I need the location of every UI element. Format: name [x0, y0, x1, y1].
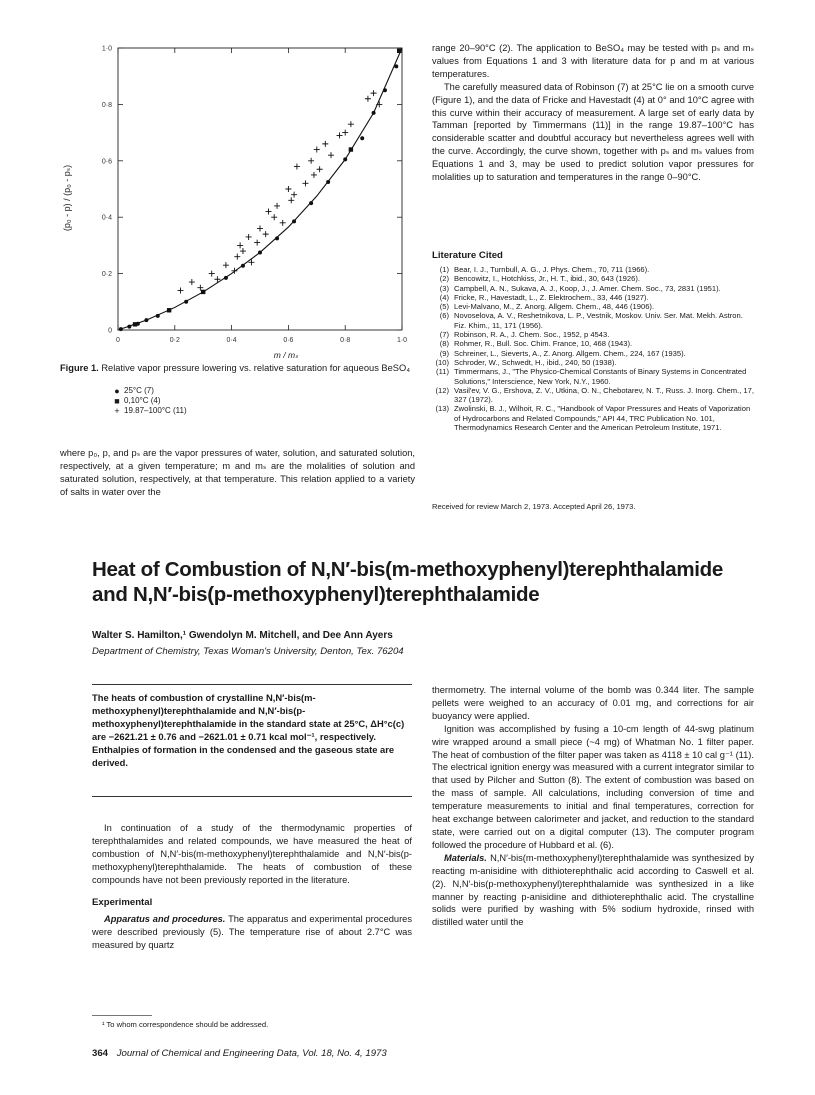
data-point-plus [317, 166, 323, 172]
data-point-plus [371, 90, 377, 96]
legend-item-25c [110, 386, 330, 396]
data-point-square [167, 308, 171, 312]
x-tick-label: 0·6 [283, 337, 294, 344]
fitted-curve [118, 48, 402, 330]
page-footer [92, 1048, 692, 1059]
data-point-plus [266, 209, 272, 215]
reference-text: Schroder, W., Schwedt, H., ibid., 240, 50 (1938). [454, 357, 617, 367]
data-point-circle [292, 219, 296, 223]
reference-text: Bencowitz, I., Hotchkiss, Jr., H. T., ibid., 30, 643 (1926). [454, 274, 640, 284]
square-marker-icon: ■ [114, 396, 120, 406]
reference-item [432, 404, 754, 432]
reference-item [432, 302, 754, 311]
data-point-circle [224, 276, 228, 280]
reference-text: Campbell, A. N., Sukava, A. J., Koop, J., J. Amer. Chem. Soc., 73, 2831 (1951). [454, 283, 721, 293]
materials-text: N,N′-bis(m-methoxyphenyl)terephthalamide was synthesized by reacting m-anisidine with dithioterephthalic acid according to Caswell et al. (2). N,N′-bis(p-methoxyphenyl)terephthalamide was synthesized in a like manner by reacting p-anisidine and dithioterephthalic acid. The crystalline solids were purified by washing with 5% sodium hydroxide, rinsed with distilled water until the [432, 852, 754, 928]
data-point-plus [348, 121, 354, 127]
y-tick-label: 0·8 [101, 101, 112, 109]
caption-label: Figure 1. [60, 363, 99, 373]
reference-text: Levi-Malvano, M., Z. Anorg. Allgem. Chem., 48, 446 (1906). [454, 302, 655, 312]
reference-item [432, 330, 754, 339]
reference-text: Rohmer, R., Bull. Soc. Chim. France, 10, 468 (1943). [454, 339, 633, 349]
caption-text: Relative vapor pressure lowering vs. relative saturation for aqueous BeSO₄ [101, 363, 411, 373]
reference-number: (4) [439, 292, 449, 302]
reference-number: (10) [435, 357, 449, 367]
apparatus-text: The apparatus and experimental procedures were described previously (5). The temperature rise of about 2.7°C was measured by quartz [92, 914, 413, 951]
abstract-top-rule [92, 684, 412, 685]
paragraph: thermometry. The internal volume of the bomb was 0.344 liter. The sample pellets were weighed to an accuracy of 0.01 mg, and corrections for air buoyancy were applied. [432, 685, 754, 721]
data-point-circle [394, 64, 398, 68]
legend-label: 25°C (7) [124, 386, 154, 395]
reference-text: Schreiner, L., Sieverts, A., Z. Anorg. Allgem. Chem., 224, 167 (1935). [454, 348, 686, 358]
reference-number: (8) [439, 339, 449, 349]
data-point-plus [280, 220, 286, 226]
reference-item [432, 293, 754, 302]
data-point-plus [376, 101, 382, 107]
figure-legend [110, 386, 330, 416]
reference-text: Fricke, R., Havestadt, L., Z. Elektrochem., 33, 446 (1927). [454, 292, 649, 302]
reference-number: (12) [435, 385, 449, 395]
y-tick-label: 0 [108, 327, 112, 335]
data-point-plus [311, 172, 317, 178]
footnote-rule [92, 1015, 152, 1016]
data-point-square [397, 49, 401, 53]
apparatus-heading: Apparatus and procedures. [104, 914, 226, 925]
data-point-plus [234, 254, 240, 260]
data-point-plus [263, 231, 269, 237]
affiliation: Department of Chemistry, Texas Woman's University, Denton, Tex. 76204 [92, 646, 404, 657]
paragraph: The carefully measured data of Robinson (7) at 25°C lie on a smooth curve (Figure 1), and the data of Fricke and Havestadt (4) at 0° and 10°C agree with this curve within their accuracy of measurement. A large set of early data by Tamman [reported by Timmermans (11)] in the range 19.87–100°C has considerable scatter and doubtful accuracy but nevertheless agrees well with the curve. Accordingly, the curve shown, together with pₛ and mₛ values from Equations 1 and 3, may be used to predict solution vapor pressures for molalities up to saturation and temperatures in the range 0–90°C. [432, 81, 754, 183]
data-point-circle [184, 300, 188, 304]
intro-paragraph: In continuation of a study of the thermodynamic properties of terephthalamides and related compounds, we have measured the heat of combustion of N,N′-bis(m-methoxyphenyl)terephthalamide and N,N′-bis(p-methoxyphenyl)terephthalamide. The heats of combustion of these compounds have not been previously reported in the literature. [92, 823, 412, 885]
data-point-plus [308, 158, 314, 164]
data-point-plus [246, 234, 252, 240]
y-axis-label: (p₀ - p) / (p₀ - pₛ) [62, 164, 72, 232]
data-point-plus [274, 203, 280, 209]
reference-item [432, 311, 754, 330]
data-point-plus [271, 214, 277, 220]
materials-heading: Materials. [444, 852, 487, 863]
x-tick-label: 0 [116, 337, 120, 344]
data-point-circle [275, 236, 279, 240]
article-right-column [432, 684, 754, 929]
reference-number: (7) [439, 330, 449, 340]
y-tick-label: 0·2 [101, 271, 112, 279]
reference-number: (2) [439, 274, 449, 284]
data-point-plus [337, 132, 343, 138]
title-line-2: and N,N′-bis(p-methoxyphenyl)terephthalamide [92, 583, 540, 606]
x-tick-label: 1·0 [396, 337, 408, 344]
reference-text: Novoselova, A. V., Reshetnikova, L. P., Vestnik, Moskov. Univ. Ser. Mat. Mekh. Astron. Fiz. Khim., 11, 171 (1956). [454, 311, 743, 330]
data-point-circle [144, 318, 148, 322]
reference-text: Vasil'ev, V. G., Ershova, Z. V., Utkina, O. N., Chebotarev, N. T., Russ. J. Inorg. Chem., 17, 327 (1972). [454, 385, 754, 405]
x-tick-label: 0·8 [340, 337, 351, 344]
reference-number: (9) [439, 348, 449, 358]
data-point-plus [254, 240, 260, 246]
title-line-1: Heat of Combustion of N,N′-bis(m-methoxyphenyl)terephthalamide [92, 558, 723, 581]
data-point-plus [365, 96, 371, 102]
data-point-circle [372, 111, 376, 115]
reference-item [432, 284, 754, 293]
reference-number: (6) [439, 311, 449, 321]
legend-item-tamman [110, 406, 330, 416]
legend-item-0-10c [110, 396, 330, 406]
data-point-plus [237, 242, 243, 248]
y-tick-label: 1·0 [101, 45, 112, 53]
page-number: 364 [92, 1048, 109, 1059]
reference-number: (13) [435, 404, 449, 414]
plot-frame [118, 48, 402, 330]
abstract: The heats of combustion of crystalline N,N′-bis(m-methoxyphenyl)terephthalamide and N,N′-bis(p-methoxyphenyl)terephthalamide in the standard state at 25°C, ΔH°c(c) are −2621.21 ± 0.76 and −2621.01 ± 0.71 kcal mol⁻¹, respectively. Enthalpies of formation in the condensed and the gaseous state are derived. [92, 692, 405, 768]
data-point-square [349, 147, 353, 151]
figure-1-chart [60, 30, 420, 365]
data-point-plus [342, 130, 348, 136]
data-point-plus [189, 279, 195, 285]
reference-item [432, 274, 754, 283]
data-point-plus [322, 141, 328, 147]
abstract-bottom-rule [92, 796, 412, 797]
reference-number: (1) [439, 265, 449, 274]
article-title [92, 557, 782, 607]
data-point-circle [343, 157, 347, 161]
x-axis-label: m / mₛ [273, 350, 299, 360]
paragraph: where p₀, p, and pₛ are the vapor pressures of water, solution, and saturated solution, respectively, at a given temperature; m and mₛ are the molalities of solution and saturated solution, respectively, at that temperature. This relation applied to a variety of salts in water over the [60, 448, 415, 497]
data-point-circle [309, 201, 313, 205]
data-point-circle [383, 88, 387, 92]
legend-label: 0,10°C (4) [124, 396, 161, 405]
paragraph: range 20–90°C (2). The application to BeSO₄ may be tested with pₛ and mₛ values from Equations 1 and 3 with literature data for p and m at various temperatures. [432, 43, 754, 79]
reference-text: Robinson, R. A., J. Chem. Soc., 1952, p 4543. [454, 330, 610, 340]
reference-item [432, 367, 754, 386]
data-point-plus [223, 262, 229, 268]
data-point-square [133, 322, 137, 326]
data-point-circle [156, 314, 160, 318]
reference-item [432, 386, 754, 405]
data-point-circle [360, 136, 364, 140]
reference-item [432, 265, 754, 274]
data-point-circle [326, 180, 330, 184]
received-note: Received for review March 2, 1973. Accepted April 26, 1973. [432, 502, 636, 511]
data-point-plus [240, 248, 246, 254]
footnote: ¹ To whom correspondence should be addressed. [102, 1020, 269, 1029]
reference-item [432, 349, 754, 358]
data-point-plus [302, 180, 308, 186]
data-point-circle [119, 327, 123, 331]
reference-text: Bear, I. J., Turnbull, A. G., J. Phys. Chem., 70, 711 (1966). [454, 265, 650, 274]
authors: Walter S. Hamilton,¹ Gwendolyn M. Mitchell, and Dee Ann Ayers [92, 630, 393, 641]
reference-text: Zwolinski, B. J., Wilhoit, R. C., "Handbook of Vapor Pressures and Heats of Vaporization of Hydrocarbons and Related Compounds," API 44, TRC Publication No. 101, Thermodynamics Research Center and the American Petroleum Institute, 1971. [454, 404, 751, 433]
literature-cited-section [432, 250, 754, 432]
right-column-top [432, 42, 754, 184]
paragraph: Ignition was accomplished by fusing a 10-cm length of 44-swg platinum wire wrapped around a small piece (~4 mg) of Whatman No. 1 filter paper. The heat of combustion of the filter paper was taken as 4118 ± 10 cal g⁻¹ (11). The electrical ignition energy was measured with a current integrator similar to that used by Pilcher and Sutton (8). The extent of combustion was based on the mass of sample. All calculations, including conversion of time and temperature measurements to initial and final temperatures, correction for heat exchange between calorimeter and jacket, and reduction to the standard state, were carried out on a digital computer (13). The computer program followed the procedure of Hubbard et al. (6). [432, 723, 754, 850]
data-point-plus [257, 225, 263, 231]
data-point-plus [209, 271, 215, 277]
journal-citation: Journal of Chemical and Engineering Data, Vol. 18, No. 4, 1973 [116, 1048, 387, 1059]
y-tick-label: 0·4 [101, 214, 112, 222]
data-point-plus [328, 152, 334, 158]
reference-list [432, 265, 754, 432]
data-point-plus [285, 186, 291, 192]
data-point-plus [291, 192, 297, 198]
data-point-square [201, 290, 205, 294]
reference-text: Timmermans, J., "The Physico-Chemical Constants of Binary Systems in Concentrated Solutions," Interscience, New York, N.Y., 1960. [454, 367, 747, 386]
figure-caption [60, 363, 420, 375]
circle-marker-icon: ● [114, 386, 120, 396]
left-column-where-text [60, 447, 415, 499]
reference-number: (3) [439, 283, 449, 293]
plus-marker-icon: + [114, 406, 120, 416]
reference-item [432, 339, 754, 348]
data-point-circle [241, 264, 245, 268]
x-tick-label: 0·4 [226, 337, 237, 344]
reference-item [432, 358, 754, 367]
reference-number: (11) [436, 367, 449, 377]
experimental-heading: Experimental [92, 896, 153, 908]
article-left-column [92, 822, 412, 952]
data-point-circle [258, 250, 262, 254]
data-point-plus [294, 163, 300, 169]
reference-number: (5) [439, 302, 449, 312]
data-point-circle [127, 325, 131, 329]
data-point-plus [288, 197, 294, 203]
x-tick-label: 0·2 [169, 337, 180, 344]
y-tick-label: 0·6 [101, 158, 112, 166]
data-point-plus [314, 147, 320, 153]
data-point-plus [177, 288, 183, 294]
section-heading: Literature Cited [432, 250, 503, 261]
legend-label: 19.87–100°C (11) [124, 406, 187, 415]
